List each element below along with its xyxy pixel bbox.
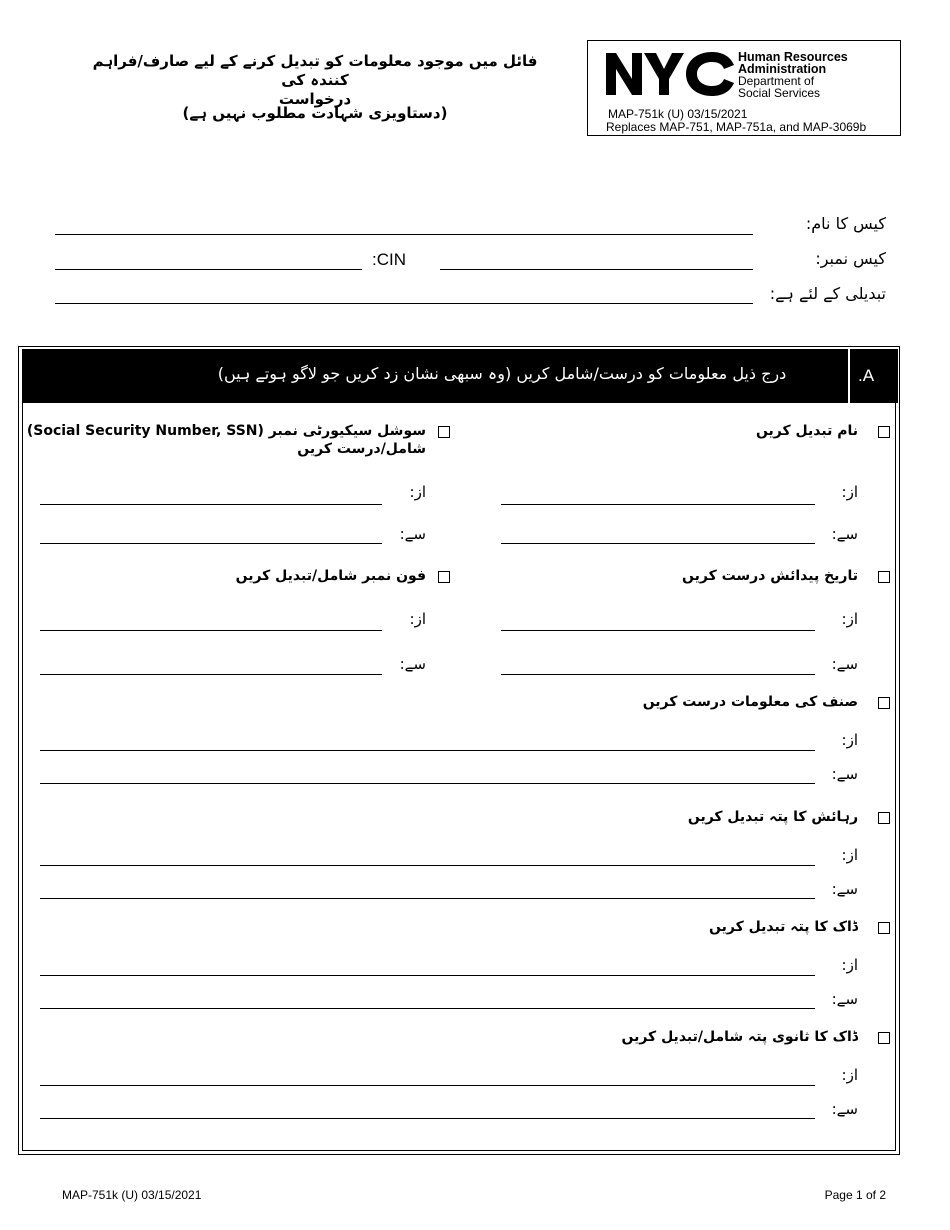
phone-to-field[interactable] [40,674,382,675]
change-for-label: تبدیلی کے لئے ہے: [769,284,886,303]
phone-checkbox[interactable] [438,571,450,583]
ssn-to-field[interactable] [40,543,382,544]
mailing-to-field[interactable] [40,1008,815,1009]
logo-replaces-text: Replaces MAP-751, MAP-751a, and MAP-3069b [606,120,867,134]
change-name-from-label: از: [841,483,858,501]
nyc-logo [606,51,736,97]
mailing-label: ڈاک کا پتہ تبدیل کریں [709,919,858,935]
secondary-mailing-from-label: از: [841,1066,858,1084]
phone-label: فون نمبر شامل/تبدیل کریں [235,568,426,584]
residence-label: رہائش کا پتہ تبدیل کریں [687,809,858,825]
residence-to-label: سے: [831,880,858,898]
dob-from-label: از: [841,610,858,628]
change-name-checkbox[interactable] [878,426,890,438]
dept-line2: Social Services [738,86,821,100]
change-name-to-field[interactable] [501,543,815,544]
phone-from-field[interactable] [40,630,382,631]
secondary-mailing-to-label: سے: [831,1100,858,1118]
ssn-label-line1: سوشل سیکیورٹی نمبر (Social Security Number, SSN) [26,423,426,439]
gender-from-field[interactable] [40,750,815,751]
gender-from-label: از: [841,731,858,749]
gender-to-field[interactable] [40,783,815,784]
case-number-label: کیس نمبر: [815,249,886,268]
ssn-label-line2: شامل/درست کریں [297,441,426,457]
ssn-from-field[interactable] [40,504,382,505]
section-a-header [22,349,898,403]
residence-to-field[interactable] [40,898,815,899]
ssn-from-label: از: [409,483,426,501]
change-name-from-field[interactable] [501,504,815,505]
residence-from-field[interactable] [40,865,815,866]
phone-to-label: سے: [399,655,426,673]
gender-checkbox[interactable] [878,697,890,709]
dob-to-field[interactable] [501,674,815,675]
form-title [80,52,550,109]
secondary-mailing-label: ڈاک کا ثانوی پتہ شامل/تبدیل کریں [621,1029,858,1045]
residence-checkbox[interactable] [878,812,890,824]
section-a-heading: درج ذیل معلومات کو درست/شامل کریں (وہ سبھی نشان زد کریں جو لاگو ہوتے ہیں) [217,364,787,383]
ssn-label [6,422,426,458]
case-number-field[interactable] [440,269,753,270]
agency-line2: Administration [738,62,827,76]
gender-to-label: سے: [831,765,858,783]
dob-checkbox[interactable] [878,571,890,583]
ssn-checkbox[interactable] [438,426,450,438]
dob-label: تاریخ پیدائش درست کریں [682,568,858,584]
case-name-field[interactable] [55,234,753,235]
phone-from-label: از: [409,610,426,628]
mailing-checkbox[interactable] [878,922,890,934]
change-name-to-label: سے: [831,525,858,543]
secondary-mailing-checkbox[interactable] [878,1032,890,1044]
change-name-label: نام تبدیل کریں [755,423,858,439]
agency-logo-box [587,40,901,136]
agency-name [738,51,848,99]
footer-form-code: MAP-751k (U) 03/15/2021 [62,1188,202,1202]
agency-line1: Human Resources [738,50,848,64]
dob-to-label: سے: [831,655,858,673]
logo-form-code [608,108,866,134]
secondary-mailing-from-field[interactable] [40,1085,815,1086]
form-title-line1: فائل میں موجود معلومات کو تبدیل کرنے کے لیے صارف/فراہم کنندہ کی [92,52,538,89]
gender-label: صنف کی معلومات درست کریں [642,694,858,710]
form-title-line2: درخواست [278,90,352,108]
mailing-from-label: از: [841,956,858,974]
ssn-to-label: سے: [399,525,426,543]
secondary-mailing-to-field[interactable] [40,1118,815,1119]
section-a-divider [848,349,850,403]
case-name-label: کیس کا نام: [805,214,886,233]
mailing-from-field[interactable] [40,975,815,976]
mailing-to-label: سے: [831,990,858,1008]
footer-page-number: Page 1 of 2 [824,1188,886,1202]
section-a-letter: .A [858,366,875,385]
logo-form-code-text: MAP-751k (U) 03/15/2021 [608,107,748,121]
cin-field[interactable] [55,269,362,270]
dob-from-field[interactable] [501,630,815,631]
dept-line1: Department of [738,74,815,88]
form-subtitle: (دستاویزی شہادت مطلوب نہیں ہے) [182,104,448,122]
residence-from-label: از: [841,846,858,864]
change-for-field[interactable] [55,303,753,304]
cin-label: :CIN [372,250,406,269]
